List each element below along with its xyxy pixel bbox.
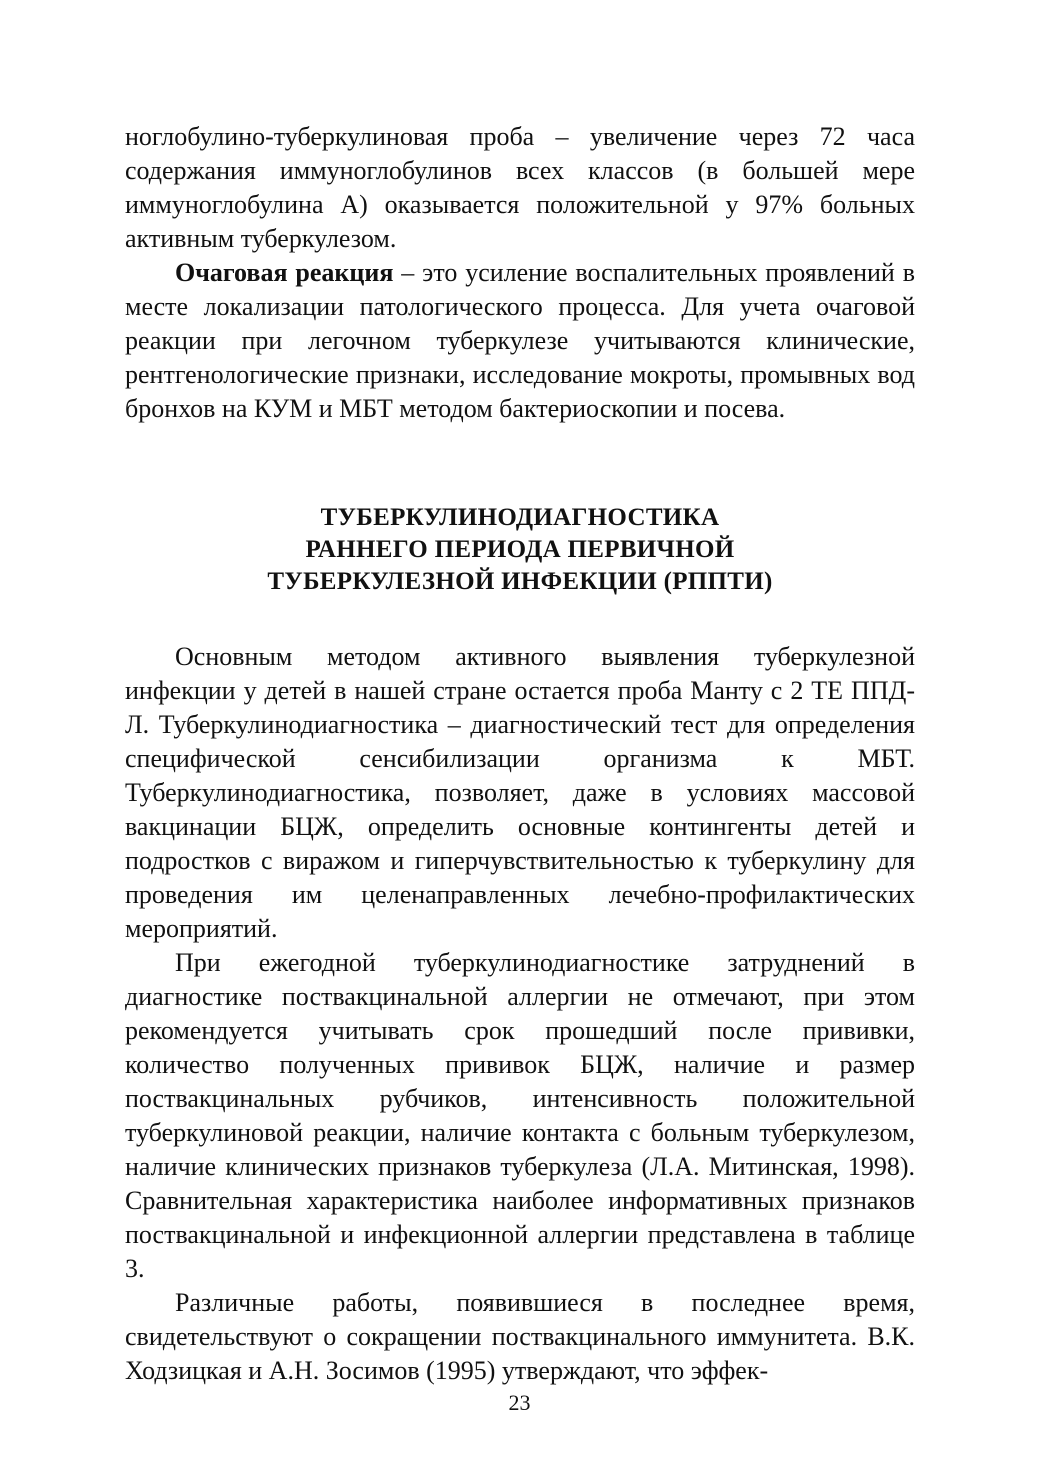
page-number: 23 — [508, 1390, 531, 1415]
paragraph-text: – это усиление воспалительных проявлений в месте локализации патологического процесса. Для учета очаговой реакции при легочном туберкулезе учитываются клинические, рентгенологические признаки, исследование мокроты, промывных вод бронхов на КУМ и МБТ методом бактериоскопии и посева. — [125, 258, 916, 423]
section-heading — [125, 502, 915, 598]
heading-line-1: ТУБЕРКУЛИНОДИАГНОСТИКА — [320, 504, 720, 531]
paragraph-recent-works: Различные работы, появившиеся в последнее время, свидетельствуют о сокращении поствакцинального иммунитета. В.К. Ходзицкая и А.Н. Зосимов (1995) утверждают, что эффек- — [125, 1288, 915, 1385]
document-page — [125, 120, 915, 1388]
paragraph-continuation: ноглобулино-туберкулиновая проба – увеличение через 72 часа содержания иммуноглобулинов всех классов (в большей мере иммуноглобулина А) оказывается положительной у 97% больных активным туберкулезом. — [125, 122, 915, 253]
bold-term: Очаговая реакция — [175, 258, 394, 287]
paragraph-mantoux: Основным методом активного выявления туберкулезной инфекции у детей в нашей стране остается проба Манту с 2 ТЕ ППД-Л. Туберкулинодиагностика – диагностический тест для определения специфической сенсибилизации организма к МБТ. Туберкулинодиагностика, позволяет, даже в условиях массовой вакцинации БЦЖ, определить основные контингенты детей и подростков с виражом и гиперчувствительностью к туберкулину для проведения им целенаправленных лечебно-профилактических мероприятий. — [125, 642, 915, 943]
heading-line-2: РАННЕГО ПЕРИОДА ПЕРВИЧНОЙ — [305, 536, 735, 563]
paragraph-annual-diagnostics: При ежегодной туберкулинодиагностике затруднений в диагностике поствакцинальной аллергии не отмечают, при этом рекомендуется учитывать срок прошедший после прививки, количество полученных прививок БЦЖ, наличие и размер поствакцинальных рубчиков, интенсивность положительной туберкулиновой реакции, наличие контакта с больным туберкулезом, наличие клинических признаков туберкулеза (Л.А. Митинская, 1998). Сравнительная характеристика наиболее информативных признаков поствакцинальной и инфекционной аллергии представлена в таблице 3. — [125, 948, 915, 1283]
heading-line-3: ТУБЕРКУЛЕЗНОЙ ИНФЕКЦИИ (РППТИ) — [267, 568, 773, 595]
paragraph-focal-reaction — [125, 256, 915, 426]
